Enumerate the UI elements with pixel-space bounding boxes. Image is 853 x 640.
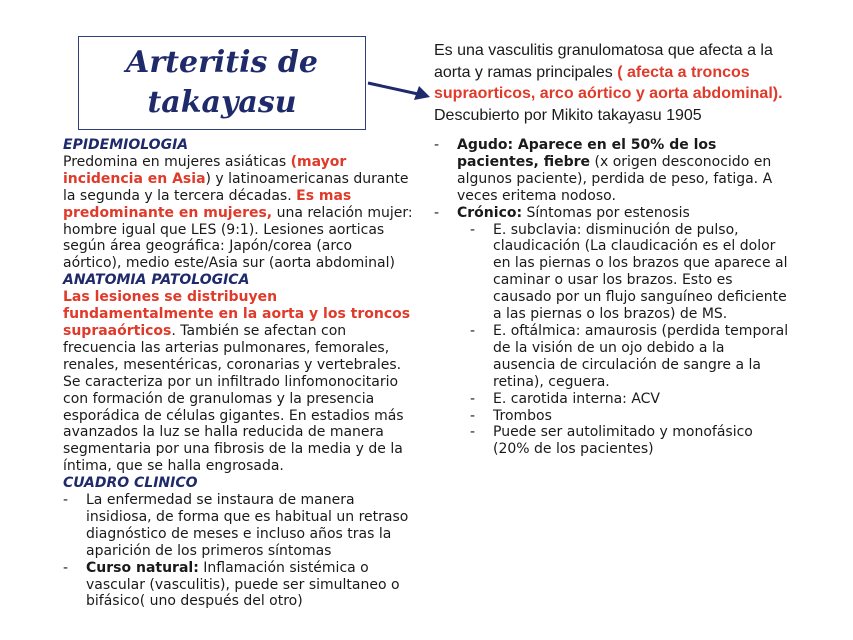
cuadro-heading: CUADRO CLINICO [63, 475, 198, 492]
epi-text-1: Predomina en mujeres asiáticas [63, 153, 291, 170]
epi-text-3: una relación mujer: hombre igual que LES (9:1). Lesiones aorticas según área geográfica: Japón/corea (arco aórtico), medio este/Asia sur (aorta abdominal) [63, 204, 413, 272]
page-title [97, 43, 347, 123]
sub-item-text: E. oftálmica: amaurosis (perdida temporal de la visión de un ojo debido a la ausencia de circulación de sangre a la retina), ceguera. [493, 322, 789, 390]
list-item [63, 492, 413, 560]
bullet-dash: - [63, 559, 69, 576]
sub-item-text: E. carotida interna: ACV [493, 390, 661, 407]
bullet-dash: - [470, 221, 476, 238]
bullet-dash: - [470, 407, 476, 424]
title-box [78, 36, 366, 130]
cronico-text: Síntomas por estenosis [522, 204, 690, 221]
intro-highlight: ( afecta a troncos supraorticos, arco aórtico y aorta abdominal). [434, 63, 783, 103]
cuadro-item-text: La enfermedad se instaura de manera insidiosa, de forma que es habitual un retraso diagnóstico de meses e incluso años tras la aparición de los primeros síntomas [86, 492, 409, 559]
right-column [434, 137, 789, 458]
list-item [434, 323, 789, 391]
arrow-icon [366, 75, 436, 105]
curso-natural-label: Curso natural: [86, 559, 199, 576]
sub-item-text: Trombos [493, 407, 552, 424]
list-item [434, 222, 789, 323]
epi-highlight-2: Es mas predominante en mujeres, [63, 187, 352, 221]
curso-natural-text: Inflamación sistémica o vascular (vasculitis), puede ser simultaneo o bifásico( uno después del otro) [86, 559, 400, 610]
epi-highlight-1: (mayor incidencia en Asia [63, 153, 347, 187]
cuadro-list [63, 492, 413, 610]
anatomia-highlight: Las lesiones se distribuyen fundamentalmente en la aorta y los troncos supraaórticos [63, 289, 411, 339]
list-item [434, 137, 789, 205]
left-column [63, 137, 413, 610]
anatomia-heading: ANATOMIA PATOLOGICA [63, 272, 250, 289]
intro-discovery: Descubierto por Mikito takayasu 1905 [434, 106, 702, 124]
agudo-text: (x origen desconocido en algunos paciente), perdida de peso, fatiga. A veces eritema nodoso. [457, 153, 773, 204]
title-line-1: Arteritis de [126, 45, 318, 80]
list-item [434, 205, 789, 222]
bullet-dash: - [434, 137, 440, 153]
clinical-phases-list [434, 137, 789, 458]
bullet-dash: - [470, 322, 476, 339]
epi-text-2: ) y latinoamericanas durante la segunda y la tercera décadas. [63, 170, 409, 204]
intro-paragraph [434, 40, 794, 126]
sub-item-text: E. subclavia: disminución de pulso, claudicación (La claudicación es el dolor en las piernas o los brazos que aparece al caminar o usar los brazos. Esto es causado por un flujo sanguíneo deficiente a las piernas o los brazos) de MS. [493, 221, 788, 323]
agudo-label: Agudo: Aparece en el 50% de los pacientes, fiebre [457, 137, 717, 170]
anatomia-text: . También se afectan con frecuencia las arterias pulmonares, femorales, renales, mesentéricas, coronarias y vertebrales. Se caracteriza por un infiltrado linfomonocitario con formación de granulomas y la presencia esporádica de células gigantes. En estadios más avanzados la luz se halla reducida de manera segmentaria por una fibrosis de la media y de la íntima, que se halla engrosada. [63, 322, 404, 475]
list-item [63, 560, 413, 611]
title-line-2: takayasu [147, 85, 297, 120]
epidemiologia-paragraph [63, 154, 413, 272]
bullet-dash: - [63, 492, 69, 509]
bullet-dash: - [470, 424, 476, 441]
list-item [434, 408, 789, 425]
cronico-label: Crónico: [457, 204, 523, 221]
intro-text: Es una vasculitis granulomatosa que afecta a la aorta y ramas principales [434, 42, 773, 81]
epidemiologia-heading: EPIDEMIOLOGIA [63, 137, 189, 153]
sub-item-text: Puede ser autolimitado y monofásico (20% de los pacientes) [493, 424, 753, 458]
anatomia-paragraph [63, 289, 413, 475]
bullet-dash: - [434, 204, 440, 221]
bullet-dash: - [470, 390, 476, 407]
list-item [434, 424, 789, 458]
list-item [434, 391, 789, 408]
